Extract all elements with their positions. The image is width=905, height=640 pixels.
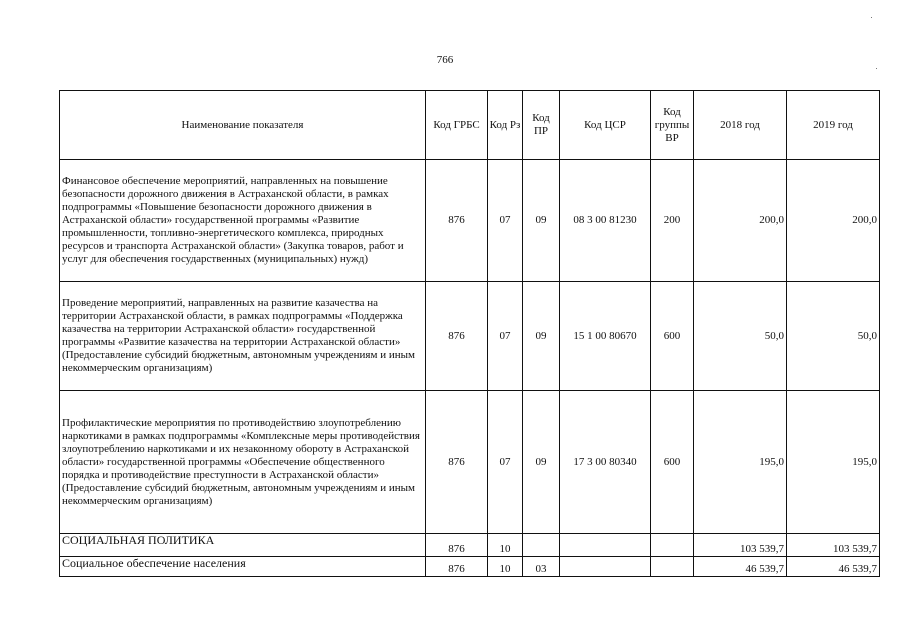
row-csr	[560, 557, 651, 577]
row-vr	[651, 534, 694, 557]
table-row	[60, 160, 880, 282]
row-rz: 10	[488, 557, 523, 577]
row-2019: 46 539,7	[787, 557, 880, 577]
row-2018: 46 539,7	[694, 557, 787, 577]
row-2018: 195,0	[694, 391, 787, 534]
row-2019: 103 539,7	[787, 534, 880, 557]
row-pr: 09	[523, 391, 560, 534]
budget-table	[59, 90, 880, 577]
row-name: Профилактические мероприятия по противодействию злоупотреблению наркотиками в рамках подпрограммы «Комплексные меры противодействия злоупотреблению наркотиками и их незаконному обороту в Астраханской области» государственной программы «Обеспечение общественного порядка и противодействие преступности в Астраханской области» (Предоставление субсидий бюджетным, автономным учреждениям и иным некоммерческим организациям)	[60, 391, 426, 534]
row-vr	[651, 557, 694, 577]
row-csr: 17 3 00 80340	[560, 391, 651, 534]
table-row	[60, 534, 880, 557]
header-grbs: Код ГРБС	[426, 91, 488, 160]
row-name: Проведение мероприятий, направленных на развитие казачества на территории Астраханской области, в рамках подпрограммы «Поддержка казачества на территории Астраханской области» государственной программы «Развитие казачества на территории Астраханской области» (Предоставление субсидий бюджетным, автономным учреждениям и иным некоммерческим организациям)	[60, 282, 426, 391]
row-pr: 09	[523, 282, 560, 391]
table-row	[60, 391, 880, 534]
header-pr: Код ПР	[523, 91, 560, 160]
scan-speck	[871, 17, 872, 18]
row-rz: 10	[488, 534, 523, 557]
row-rz: 07	[488, 391, 523, 534]
header-rz: Код Рз	[488, 91, 523, 160]
row-rz: 07	[488, 160, 523, 282]
row-2018: 103 539,7	[694, 534, 787, 557]
row-2018: 200,0	[694, 160, 787, 282]
row-grbs: 876	[426, 534, 488, 557]
row-csr: 08 3 00 81230	[560, 160, 651, 282]
header-row	[60, 91, 880, 160]
row-2019: 50,0	[787, 282, 880, 391]
row-csr: 15 1 00 80670	[560, 282, 651, 391]
row-name: Финансовое обеспечение мероприятий, направленных на повышение безопасности дорожного движения в Астраханской области, в рамках подпрограммы «Повышение безопасности дорожного движения в Астраханской области» государственной программы «Развитие промышленности, топливно-энергетического комплекса, природных ресурсов и транспорта Астраханской области» (Закупка товаров, работ и услуг для обеспечения государственных (муниципальных) нужд)	[60, 160, 426, 282]
table-row	[60, 282, 880, 391]
row-pr: 09	[523, 160, 560, 282]
row-vr: 600	[651, 282, 694, 391]
row-grbs: 876	[426, 160, 488, 282]
row-name: СОЦИАЛЬНАЯ ПОЛИТИКА	[60, 534, 426, 557]
header-vr: Код группы ВР	[651, 91, 694, 160]
row-vr: 600	[651, 391, 694, 534]
header-2018: 2018 год	[694, 91, 787, 160]
page-number: 766	[436, 54, 454, 66]
row-pr	[523, 534, 560, 557]
row-grbs: 876	[426, 557, 488, 577]
row-csr	[560, 534, 651, 557]
row-name: Социальное обеспечение населения	[60, 557, 426, 577]
row-2019: 195,0	[787, 391, 880, 534]
row-grbs: 876	[426, 282, 488, 391]
header-2019: 2019 год	[787, 91, 880, 160]
scan-speck	[876, 68, 877, 69]
row-vr: 200	[651, 160, 694, 282]
row-2018: 50,0	[694, 282, 787, 391]
row-grbs: 876	[426, 391, 488, 534]
row-rz: 07	[488, 282, 523, 391]
table-row	[60, 557, 880, 577]
header-name: Наименование показателя	[60, 91, 426, 160]
row-2019: 200,0	[787, 160, 880, 282]
row-pr: 03	[523, 557, 560, 577]
header-csr: Код ЦСР	[560, 91, 651, 160]
